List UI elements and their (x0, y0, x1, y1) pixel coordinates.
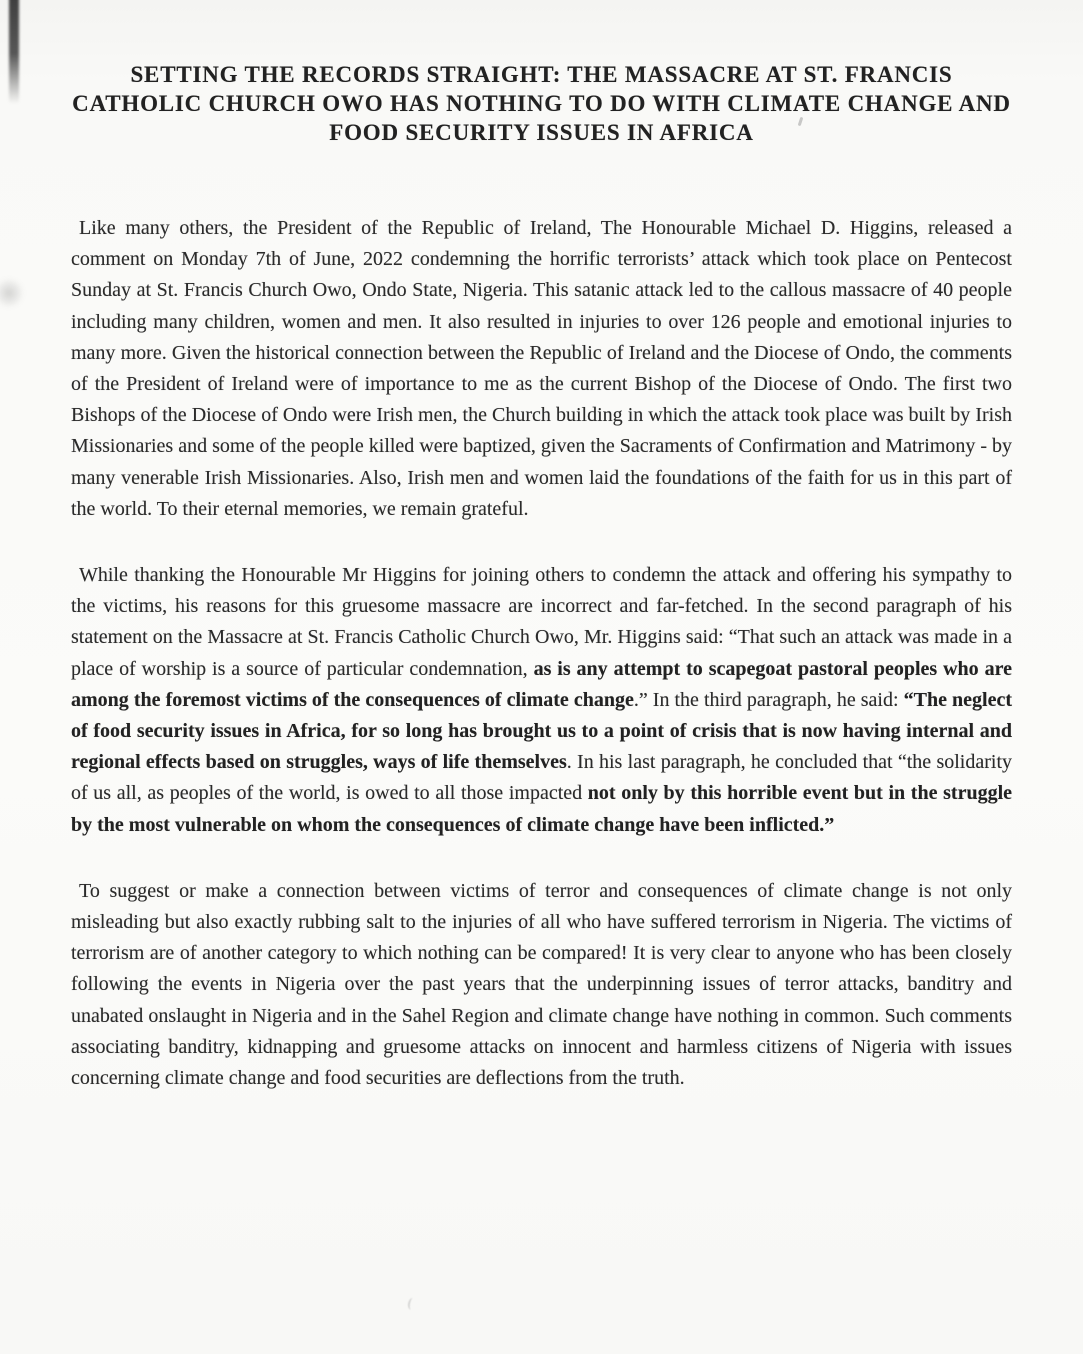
paragraph-text: . In his last paragraph, he concluded that “the solidarity of us all, as peoples of the world, is owed to all those impacted (71, 751, 1012, 805)
paragraph-bold-text: as is any attempt to scapegoat pastoral peoples who are among the foremost victims of the consequences of climate change (71, 657, 1012, 711)
scan-squiggle (407, 1297, 417, 1310)
paragraph-bold-text: not only by this horrible event but in the struggle by the most vulnerable on whom the consequences of climate change have been inflicted.” (71, 782, 1012, 836)
paragraph (71, 213, 1012, 525)
paragraph-text: While thanking the Honourable Mr Higgins for joining others to condemn the attack and offering his sympathy to the victims, his reasons for this gruesome massacre are incorrect and far-fetched. In the second paragraph of his statement on the Massacre at St. Francis Catholic Church Owo, Mr. Higgins said: “That such an attack was made in a place of worship is a source of particular condemnation, (71, 564, 1012, 680)
scan-edge-artifact (9, 0, 19, 104)
scan-smudge (0, 278, 24, 308)
title-line-1: SETTING THE RECORDS STRAIGHT: THE MASSACRE AT ST. FRANCIS (130, 62, 953, 87)
paragraph (71, 560, 1012, 841)
paragraph-bold-text: “The neglect of food security issues in Africa, for so long has brought us to a point of crisis that is now having internal and regional effects based on struggles, ways of life themselves (71, 688, 1012, 774)
paragraph-text: To suggest or make a connection between victims of terror and consequences of climate change is not only misleading but also exactly rubbing salt to the injuries of all who have suffered terrorism in Nigeria. The victims of terrorism are of another category to which nothing can be compared! It is very clear to anyone who has been closely following the events in Nigeria over the past years that the underpinning issues of terror attacks, banditry and unabated onslaught in Nigeria and in the Sahel Region and climate change have nothing in common. Such comments associating banditry, kidnapping and gruesome attacks on innocent and harmless citizens of Nigeria with issues concerning climate change and food securities are deflections from the truth. (71, 879, 1012, 1090)
paragraph-text: Like many others, the President of the Republic of Ireland, The Honourable Michael D. Higgins, released a comment on Monday 7th of June, 2022 condemning the horrific terrorists’ attack which took place on Pentecost Sunday at St. Francis Church Owo, Ondo State, Nigeria. This satanic attack led to the callous massacre of 40 people including many children, women and men. It also resulted in injuries to over 126 people and emotional injuries to many more. Given the historical connection between the Republic of Ireland and the Diocese of Ondo, the comments of the President of Ireland were of importance to me as the current Bishop of the Diocese of Ondo. The first two Bishops of the Diocese of Ondo were Irish men, the Church building in which the attack took place was built by Irish Missionaries and some of the people killed were baptized, given the Sacraments of Confirmation and Matrimony - by many venerable Irish Missionaries. Also, Irish men and women laid the foundations of the faith for us in this part of the world. To their eternal memories, we remain grateful. (71, 217, 1012, 520)
title-line-2: CATHOLIC CHURCH OWO HAS NOTHING TO DO WITH CLIMATE CHANGE AND (72, 91, 1011, 116)
document-title (0, 0, 1083, 147)
document-body (71, 213, 1012, 1094)
paragraph-text: .” In the third paragraph, he said: (633, 688, 904, 711)
title-line-3: FOOD SECURITY ISSUES IN AFRICA (329, 120, 754, 145)
paragraph (71, 876, 1012, 1094)
